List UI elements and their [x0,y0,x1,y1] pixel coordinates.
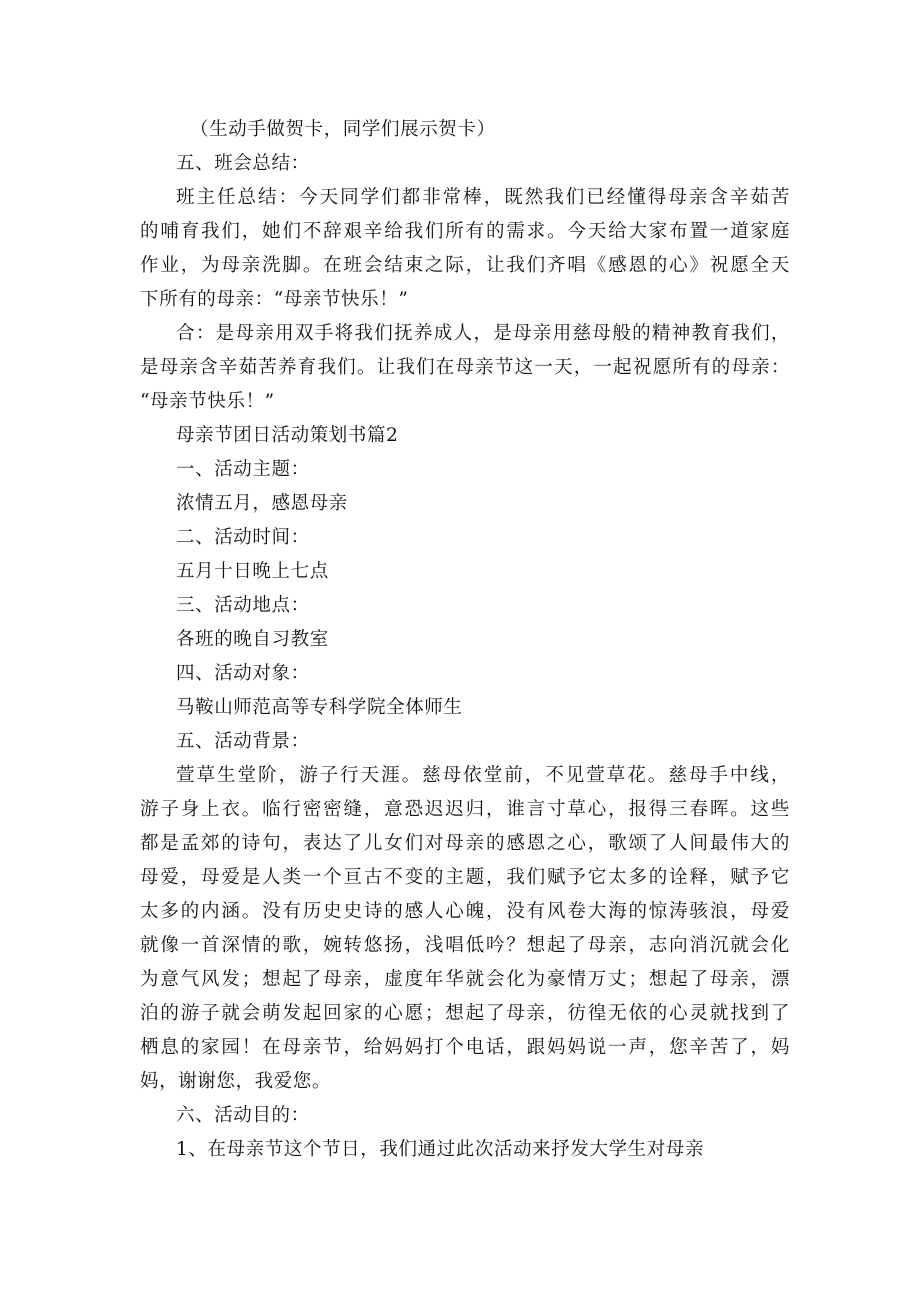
text-line: 的哺育我们，她们不辞艰辛给我们所有的需求。今天给大家布置一道家庭 [140,221,790,242]
text-line: （生动手做贺卡，同学们展示贺卡） [190,119,496,140]
text-line: 栖息的家园！在母亲节，给妈妈打个电话，跟妈妈说一声，您辛苦了，妈 [140,1037,790,1058]
text-line: 下所有的母亲：“母亲节快乐！” [140,289,409,310]
text-line: 母爱，母爱是人类一个亘古不变的主题，我们赋予它太多的诠释，赋予它 [140,867,790,888]
text-line: “母亲节快乐！” [140,391,275,412]
text-line: 马鞍山师范高等专科学院全体师生 [176,697,463,718]
text-line: 泊的游子就会萌发起回家的心愿；想起了母亲，彷徨无依的心灵就找到了 [140,1003,790,1024]
section-heading: 五、活动背景： [176,731,310,752]
text-line: 都是孟郊的诗句，表达了儿女们对母亲的感恩之心，歌颂了人间最伟大的 [140,833,790,854]
subtitle: 母亲节团日活动策划书篇2 [176,425,399,446]
text-line: 游子身上衣。临行密密缝，意恐迟迟归，谁言寸草心，报得三春晖。这些 [140,799,790,820]
section-heading: 四、活动对象： [176,663,310,684]
text-line: 浓情五月，感恩母亲 [176,493,348,514]
section-heading: 五、班会总结： [176,153,310,174]
text-line: 萱草生堂阶，游子行天涯。慈母依堂前，不见萱草花。慈母手中线， [176,765,790,786]
section-heading: 六、活动目的： [176,1105,310,1126]
text-line: 合：是母亲用双手将我们抚养成人，是母亲用慈母般的精神教育我们， [176,323,790,344]
text-line: 五月十日晚上七点 [176,561,329,582]
text-line: 各班的晚自习教室 [176,629,329,650]
section-heading: 三、活动地点： [176,595,310,616]
text-line: 妈，谢谢您，我爱您。 [140,1071,332,1092]
text-line: 是母亲含辛茹苦养育我们。让我们在母亲节这一天，一起祝愿所有的母亲： [140,357,790,378]
section-heading: 二、活动时间： [176,527,310,548]
text-line: 太多的内涵。没有历史史诗的感人心魄，没有风卷大海的惊涛骇浪，母爱 [140,901,790,922]
text-line: 为意气风发；想起了母亲，虚度年华就会化为豪情万丈；想起了母亲，漂 [140,969,790,990]
text-line: 作业，为母亲洗脚。在班会结束之际，让我们齐唱《感恩的心》祝愿全天 [140,255,790,276]
text-line: 班主任总结：今天同学们都非常棒，既然我们已经懂得母亲含辛茹苦 [176,187,790,208]
text-line: 1、在母亲节这个节日，我们通过此次活动来抒发大学生对母亲 [176,1139,705,1160]
section-heading: 一、活动主题： [176,459,310,480]
text-line: 就像一首深情的歌，婉转悠扬，浅唱低吟？想起了母亲，志向消沉就会化 [140,935,790,956]
